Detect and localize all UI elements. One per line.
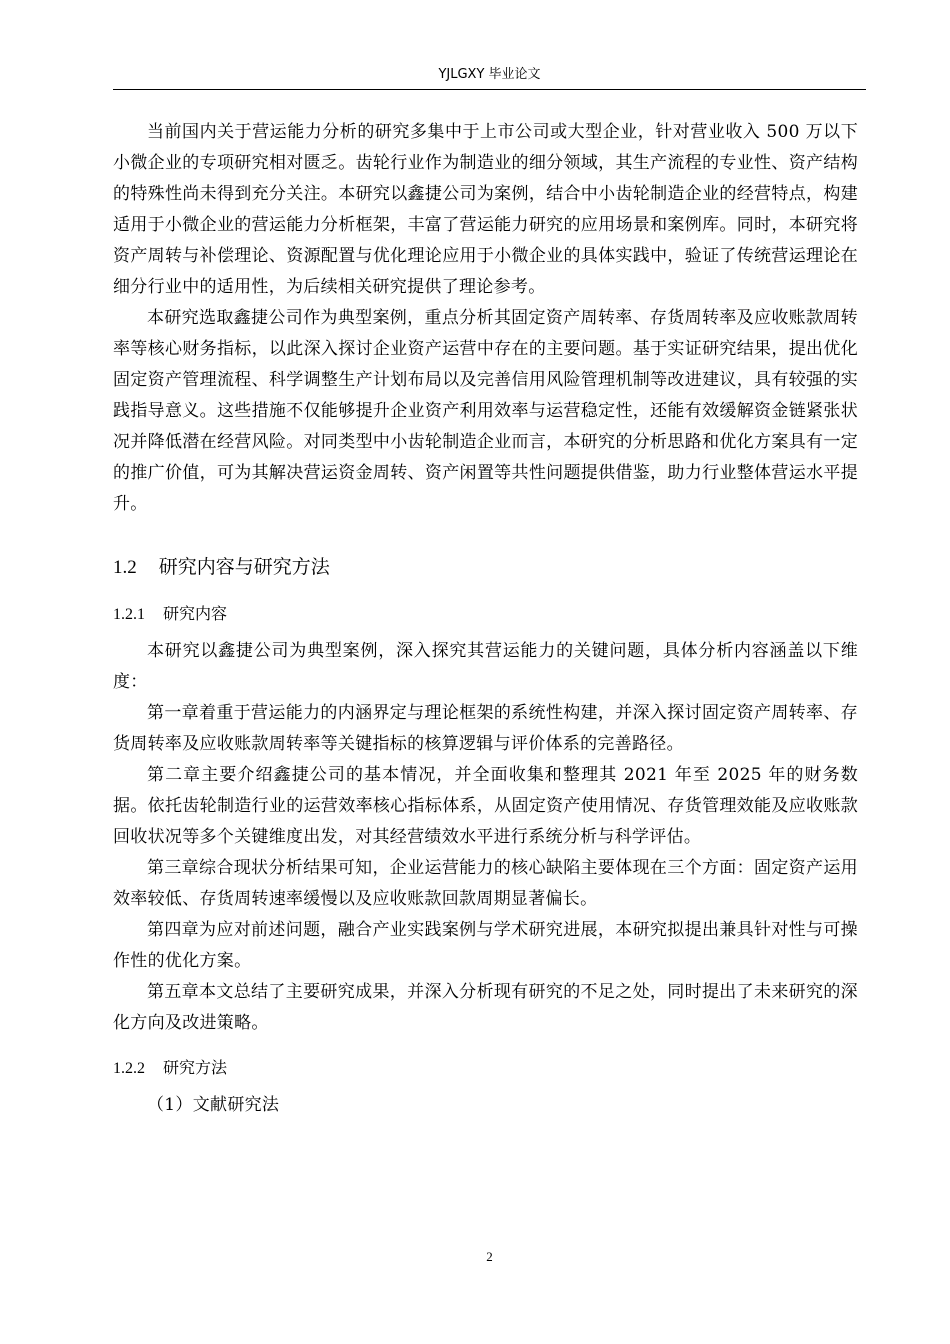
subsection-number: 1.2.2 bbox=[113, 1060, 145, 1077]
body-paragraph: 第二章主要介绍鑫捷公司的基本情况，并全面收集和整理其 2021 年至 2025 年的财务数据。依托齿轮制造行业的运营效率核心指标体系，从固定资产使用情况、存货管理效能及应收账款回收状况等多个关键维度出发，对其经营绩效水平进行系统分析与科学评估。 bbox=[113, 765, 858, 847]
body-paragraph: 第五章本文总结了主要研究成果，并深入分析现有研究的不足之处，同时提出了未来研究的深化方向及改进策略。 bbox=[113, 982, 858, 1033]
section-number: 1.2 bbox=[113, 557, 137, 578]
body-paragraph: 本研究选取鑫捷公司作为典型案例，重点分析其固定资产周转率、存货周转率及应收账款周转率等核心财务指标，以此深入探讨企业资产运营中存在的主要问题。基于实证研究结果，提出优化固定资产管理流程、科学调整生产计划布局以及完善信用风险管理机制等改进建议，具有较强的实践指导意义。这些措施不仅能够提升企业资产利用效率与运营稳定性，还能有效缓解资金链紧张状况并降低潜在经营风险。对同类型中小齿轮制造企业而言，本研究的分析思路和优化方案具有一定的推广价值，可为其解决营运资金周转、资产闲置等共性问题提供借鉴，助力行业整体营运水平提升。 bbox=[113, 308, 858, 514]
body-paragraph: 第一章着重于营运能力的内涵界定与理论框架的系统性构建，并深入探讨固定资产周转率、存货周转率及应收账款周转率等关键指标的核算逻辑与评价体系的完善路径。 bbox=[113, 703, 858, 754]
subsection-heading-1-2-2 bbox=[113, 1053, 858, 1084]
section-title: 研究内容与研究方法 bbox=[158, 556, 330, 578]
method-item: （1）文献研究法 bbox=[147, 1095, 280, 1115]
header-rule bbox=[113, 89, 866, 90]
body-paragraph: 第四章为应对前述问题，融合产业实践案例与学术研究进展，本研究拟提出兼具针对性与可操作性的优化方案。 bbox=[113, 920, 858, 971]
page-body bbox=[113, 117, 858, 1121]
subsection-title: 研究方法 bbox=[163, 1058, 228, 1077]
page-header: YJLGXY 毕业论文 bbox=[438, 67, 541, 82]
body-paragraph: 第三章综合现状分析结果可知，企业运营能力的核心缺陷主要体现在三个方面：固定资产运用效率较低、存货周转速率缓慢以及应收账款回款周期显著偏长。 bbox=[113, 858, 858, 909]
section-heading-1-2 bbox=[113, 550, 858, 585]
subsection-heading-1-2-1 bbox=[113, 599, 858, 630]
subsection-number: 1.2.1 bbox=[113, 606, 145, 623]
body-paragraph: 本研究以鑫捷公司为典型案例，深入探究其营运能力的关键问题，具体分析内容涵盖以下维度： bbox=[113, 641, 858, 692]
page-number: 2 bbox=[486, 1249, 493, 1264]
subsection-title: 研究内容 bbox=[163, 604, 228, 623]
body-paragraph: 当前国内关于营运能力分析的研究多集中于上市公司或大型企业，针对营业收入 500 万以下小微企业的专项研究相对匮乏。齿轮行业作为制造业的细分领域，其生产流程的专业性、资产结构的特殊性尚未得到充分关注。本研究以鑫捷公司为案例，结合中小齿轮制造企业的经营特点，构建适用于小微企业的营运能力分析框架，丰富了营运能力研究的应用场景和案例库。同时，本研究将资产周转与补偿理论、资源配置与优化理论应用于小微企业的具体实践中，验证了传统营运理论在细分行业中的适用性，为后续相关研究提供了理论参考。 bbox=[113, 122, 858, 297]
